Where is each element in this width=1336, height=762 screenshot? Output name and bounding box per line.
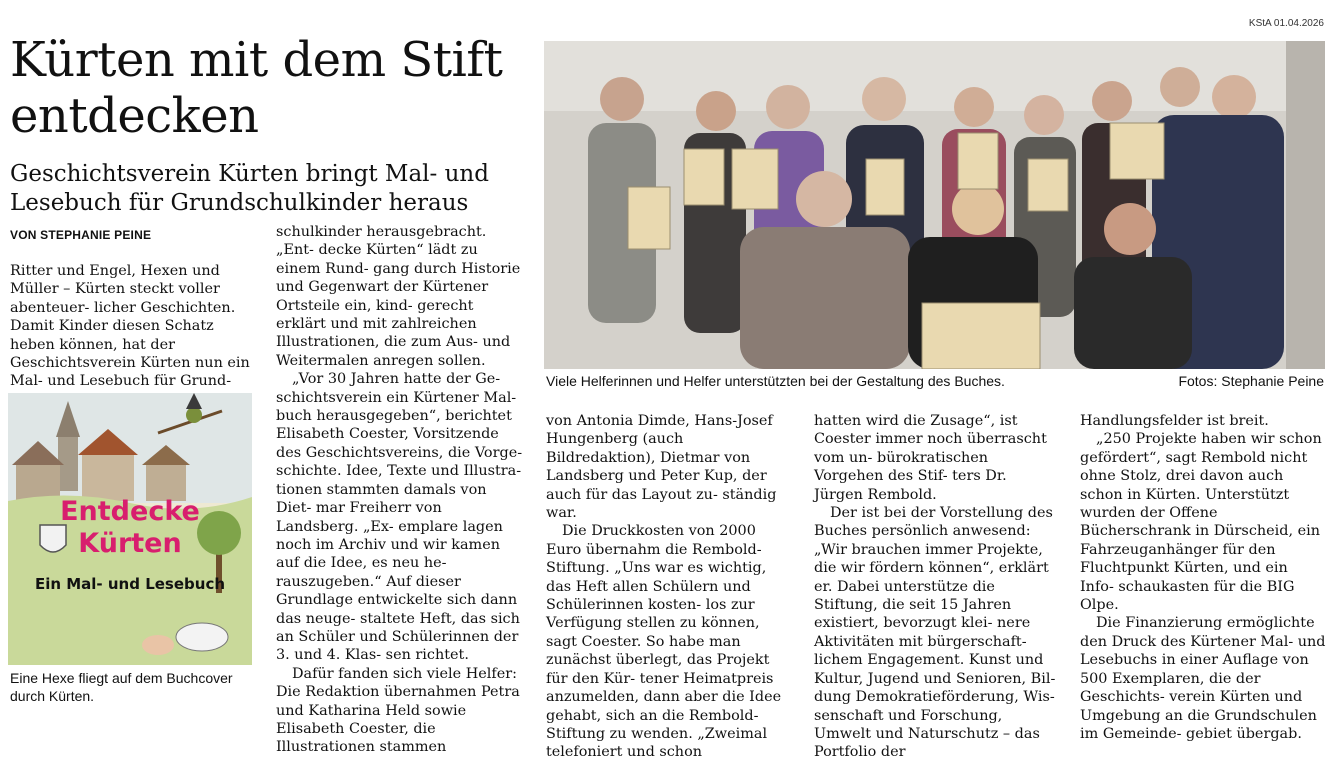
text-column-1: [10, 262, 254, 391]
edition-date: KStA 01.04.2026: [1248, 18, 1324, 29]
paragraph: Die Druckkosten von 2000 Euro übernahm die Rembold-Stiftung. „Uns war es wichtig, das Heft allen Schülern und Schülerinnen kosten- los zur Verfügung stellen zu können, sagt Coester. So habe man zunächst überlegt, das Projekt für den Kür- tener Heimatpreis anzumelden, dann aber die Idee gehabt, sich an die Rembold-Stiftung zu wenden. „Zweimal telefoniert und schon: [546, 523, 782, 761]
paragraph: Handlungsfelder ist breit.: [1080, 413, 1269, 429]
book-cover-image: [8, 393, 252, 665]
cover-title-line2: Kürten: [78, 528, 182, 559]
text-column-2: [276, 223, 526, 757]
group-photo: [544, 41, 1325, 369]
paragraph: schulkinder herausgebracht. „Ent- decke Kürten“ lädt zu einem Rund- gang durch Historie und Gegenwart der Kürtener Ortsteile ein, kind- gerecht erklärt und mit zahlreichen Illustrationen, die zum Aus- und Weitermalen anregen sollen.: [276, 224, 521, 369]
photo-caption: Viele Helferinnen und Helfer unterstützten bei der Gestaltung des Buches.: [546, 373, 1005, 389]
text-column-4: [814, 412, 1060, 762]
paragraph: „250 Projekte haben wir schon gefördert“, sagt Rembold nicht ohne Stolz, drei davon auch schon in Kürten. Unterstützt wurden der Offene Bücherschrank in Dürscheid, ein Fahrzeuganhänger für den Fluchtpunkt Kürten, und ein Info- schaukasten für die BIG Olpe.: [1080, 431, 1322, 614]
paragraph: von Antonia Dimde, Hans-Josef Hungenberg (auch Bildredaktion), Dietmar von Landsberg und Peter Kup, der auch für das Layout zu- ständig war.: [546, 413, 777, 522]
photo-credit: Fotos: Stephanie Peine: [1178, 373, 1324, 389]
cover-caption: Eine Hexe fliegt auf dem Buchcover durch Kürten.: [10, 670, 233, 704]
cover-subtitle: Ein Mal- und Lesebuch: [34, 575, 226, 593]
paragraph: Der ist bei der Vorstellung des Buches persönlich anwesend: „Wir brauchen immer Projekte, die wir fördern können“, erklärt er. Dabei unterstütze die Stiftung, die seit 15 Jahren existiert, bevorzugt klei- nere Aktivitäten mit bürgerschaft- lichem Engagement. Kunst und Kultur, Jugend und Senioren, Bil- dung Demokratieförderung, Wis- senschaft und Forschung, Umwelt und Naturschutz – das Portfolio der: [814, 505, 1056, 761]
paragraph: Die Finanzierung ermöglichte den Druck des Kürtener Mal- und Lesebuchs in einer Auflage von 500 Exemplaren, die der Geschichts- verein Kürten und Umgebung an die Grundschulen im Gemeinde- gebiet übergab.: [1080, 615, 1326, 742]
subheadline: Geschichtsverein Kürten bringt Mal- und Lesebuch für Grundschulkinder heraus: [10, 161, 489, 216]
text-column-3: [546, 412, 790, 762]
group-photo-illustration: [544, 41, 1325, 369]
cover-title-line1: Entdecke: [60, 496, 200, 527]
paragraph: „Vor 30 Jahren hatte der Ge- schichtsverein ein Kürtener Mal- buch herausgegeben“, berichtet Elisabeth Coester, Vorsitzende des Geschichtsvereins, die Vorge- schichte. Idee, Texte und Illustra- tionen stammten damals von Diet- mar Freiherr von Landsberg. „Ex- emplare lagen noch im Archiv und wir kamen auf die Idee, es neu he- rauszugeben.“ Auf dieser Grundlage entwickelte sich dann das neuge- staltete Heft, das sich an Schüler und Schülerinnen der 3. und 4. Klas- sen richtet.: [276, 371, 523, 664]
paragraph: hatten wird die Zusage“, ist Coester immer noch überrascht vom un- bürokratischen Vorgehen des Stif- ters Dr. Jürgen Rembold.: [814, 413, 1047, 503]
byline: VON STEPHANIE PEINE: [10, 228, 152, 242]
paragraph: Dafür fanden sich viele Helfer: Die Redaktion übernahmen Petra und Katharina Held sowie Elisabeth Coester, die Illustrationen stammen: [276, 665, 520, 756]
text-column-5: [1080, 412, 1326, 743]
paragraph: Ritter und Engel, Hexen und Müller – Kürten steckt voller abenteuer- licher Geschichten. Damit Kinder diesen Schatz heben können, hat der Geschichtsverein Kürten nun ein Mal- und Lesebuch für Grund-: [10, 263, 250, 390]
headline: Kürten mit dem Stift entdecken: [10, 32, 503, 144]
